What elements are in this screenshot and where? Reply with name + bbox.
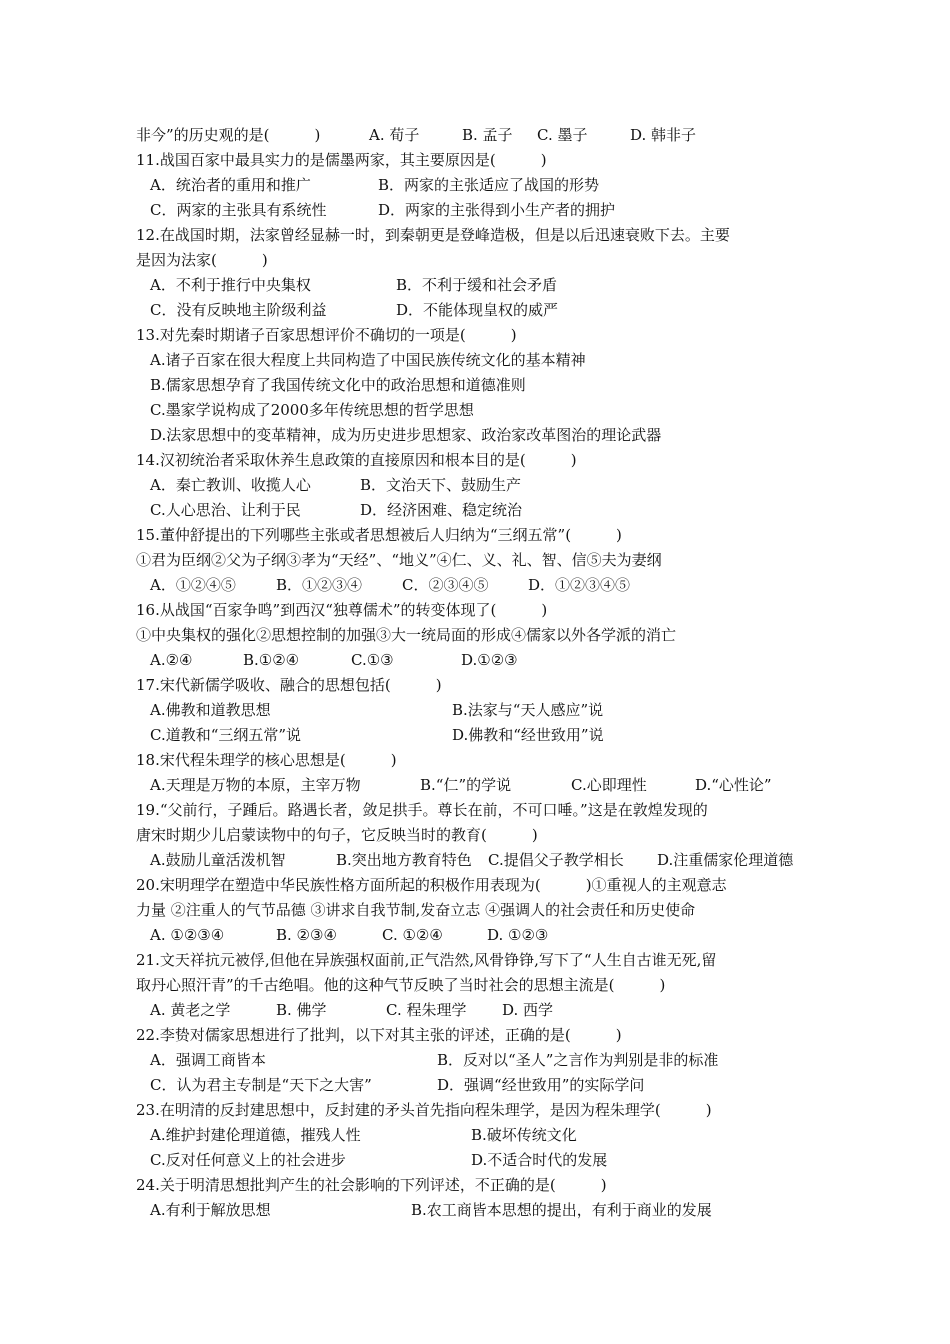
text-line: 11.战国百家中最具实力的是儒墨两家，其主要原因是( ) bbox=[136, 151, 547, 169]
text-line: C.墨家学说构成了2000多年传统思想的哲学思想 bbox=[150, 401, 474, 419]
text-line: 12.在战国时期，法家曾经显赫一时，到秦朝更是登峰造极，但是以后迅速衰败下去。主要 bbox=[136, 226, 730, 244]
text-line-segment: D．①②③④⑤ bbox=[528, 576, 631, 594]
text-line-segment: B.①②④ bbox=[243, 651, 300, 669]
text-line-segment: B．不利于缓和社会矛盾 bbox=[396, 276, 558, 294]
text-line-segment: C．两家的主张具有系统性 bbox=[150, 201, 327, 219]
text-line-segment: A.鼓励儿童活泼机智 bbox=[150, 851, 286, 869]
text-line-segment: C.①③ bbox=[351, 651, 394, 669]
text-line-segment: D.注重儒家伦理道德 bbox=[657, 851, 794, 869]
text-line-segment: B．①②③④ bbox=[276, 576, 363, 594]
text-line-segment: 非今”的历史观的是( ) bbox=[136, 126, 321, 144]
text-line: ①君为臣纲②父为子纲③孝为“天经”、“地义”④仁、义、礼、智、信⑤夫为妻纲 bbox=[136, 551, 662, 569]
text-line-segment: D.佛教和“经世致用”说 bbox=[452, 726, 604, 744]
text-line-segment: B. ②③④ bbox=[276, 926, 337, 944]
text-line-segment: A．秦亡教训、收揽人心 bbox=[150, 476, 311, 494]
text-line-segment: D．经济困难、稳定统治 bbox=[360, 501, 523, 519]
text-line: 24.关于明清思想批判产生的社会影响的下列评述，不正确的是( ) bbox=[136, 1176, 607, 1194]
text-line-segment: C. 程朱理学 bbox=[386, 1001, 467, 1019]
text-line-segment: A.天理是万物的本原，主宰万物 bbox=[150, 776, 361, 794]
text-line-segment: B.“仁”的学说 bbox=[420, 776, 512, 794]
text-line-segment: A.②④ bbox=[150, 651, 193, 669]
text-line: A.诸子百家在很大程度上共同构造了中国民族传统文化的基本精神 bbox=[150, 351, 586, 369]
text-line-segment: B．文治天下、鼓励生产 bbox=[360, 476, 522, 494]
text-line-segment: A.佛教和道教思想 bbox=[150, 701, 271, 719]
text-line: 17.宋代新儒学吸收、融合的思想包括( ) bbox=[136, 676, 442, 694]
text-line: ①中央集权的强化②思想控制的加强③大一统局面的形成④儒家以外各学派的消亡 bbox=[136, 626, 677, 644]
text-line: 15.董仲舒提出的下列哪些主张或者思想被后人归纳为“三纲五常”( ) bbox=[136, 526, 622, 544]
text-line-segment: C.道教和“三纲五常”说 bbox=[150, 726, 302, 744]
text-line: 取丹心照汗青”的千古绝唱。他的这种气节反映了当时社会的思想主流是( ) bbox=[136, 976, 666, 994]
text-line-segment: C．没有反映地主阶级利益 bbox=[150, 301, 327, 319]
text-line-segment: C.心即理性 bbox=[571, 776, 647, 794]
text-line-segment: A．统治者的重用和推广 bbox=[150, 176, 311, 194]
text-line-segment: B．两家的主张适应了战国的形势 bbox=[378, 176, 600, 194]
text-line: 13.对先秦时期诸子百家思想评价不确切的一项是( ) bbox=[136, 326, 517, 344]
text-line-segment: C．认为君主专制是“天下之大害” bbox=[150, 1076, 372, 1094]
text-line: 16.从战国“百家争鸣”到西汉“独尊儒术”的转变体现了( ) bbox=[136, 601, 548, 619]
text-line-segment: B．反对以“圣人”之言作为判别是非的标准 bbox=[437, 1051, 719, 1069]
text-line: 力量 ②注重人的气节品德 ③讲求自我节制,发奋立志 ④强调人的社会责任和历史使命 bbox=[136, 901, 696, 919]
text-line: D.法家思想中的变革精神，成为历史进步思想家、政治家改革图治的理论武器 bbox=[150, 426, 662, 444]
text-line: 是因为法家( ) bbox=[136, 251, 268, 269]
text-line-segment: D.不适合时代的发展 bbox=[471, 1151, 608, 1169]
text-line-segment: A. ①②③④ bbox=[150, 926, 225, 944]
text-line-segment: A.维护封建伦理道德，摧残人性 bbox=[150, 1126, 361, 1144]
text-line-segment: C．②③④⑤ bbox=[402, 576, 489, 594]
text-line-segment: C. 墨子 bbox=[537, 126, 588, 144]
text-line: 19.“父前行，子踵后。路遇长者，敛足拱手。尊长在前，不可口唾。”这是在敦煌发现的 bbox=[136, 801, 708, 819]
text-line-segment: B.农工商皆本思想的提出，有利于商业的发展 bbox=[411, 1201, 712, 1219]
text-line-segment: D．强调“经世致用”的实际学问 bbox=[437, 1076, 645, 1094]
text-line: B.儒家思想孕育了我国传统文化中的政治思想和道德准则 bbox=[150, 376, 526, 394]
text-line-segment: A．①②④⑤ bbox=[150, 576, 236, 594]
text-line-segment: C. ①②④ bbox=[382, 926, 443, 944]
text-line-segment: A．不利于推行中央集权 bbox=[150, 276, 311, 294]
text-line: 22.李贽对儒家思想进行了批判，以下对其主张的评述，正确的是( ) bbox=[136, 1026, 622, 1044]
text-line-segment: A．强调工商皆本 bbox=[150, 1051, 266, 1069]
text-line-segment: D. 韩非子 bbox=[630, 126, 697, 144]
text-line: 唐宋时期少儿启蒙读物中的句子，它反映当时的教育( ) bbox=[136, 826, 538, 844]
text-line: 23.在明清的反封建思想中，反封建的矛头首先指向程朱理学，是因为程朱理学( ) bbox=[136, 1101, 712, 1119]
text-line-segment: B.法家与“天人感应”说 bbox=[452, 701, 604, 719]
text-line-segment: D.“心性论” bbox=[695, 776, 772, 794]
text-line-segment: A. 荀子 bbox=[369, 126, 420, 144]
text-line-segment: C.提倡父子教学相长 bbox=[488, 851, 624, 869]
text-line: 20.宋明理学在塑造中华民族性格方面所起的积极作用表现为( )①重视人的主观意志 bbox=[136, 876, 727, 894]
text-line: 21.文天祥抗元被俘,但他在异族强权面前,正气浩然,风骨铮铮,写下了“人生自古谁无死,留 bbox=[136, 951, 717, 969]
text-line-segment: A. 黄老之学 bbox=[150, 1001, 231, 1019]
text-line-segment: D.①②③ bbox=[461, 651, 518, 669]
text-line-segment: B. 佛学 bbox=[276, 1001, 327, 1019]
text-line-segment: D．不能体现皇权的威严 bbox=[396, 301, 559, 319]
text-line-segment: B.破坏传统文化 bbox=[471, 1126, 577, 1144]
text-line-segment: C.反对任何意义上的社会进步 bbox=[150, 1151, 346, 1169]
text-line-segment: D. 西学 bbox=[502, 1001, 554, 1019]
text-line-segment: D．两家的主张得到小生产者的拥护 bbox=[378, 201, 616, 219]
text-line-segment: C.人心思治、让利于民 bbox=[150, 501, 301, 519]
text-line-segment: D. ①②③ bbox=[487, 926, 549, 944]
text-line: 14.汉初统治者采取休养生息政策的直接原因和根本目的是( ) bbox=[136, 451, 577, 469]
text-line: 18.宋代程朱理学的核心思想是( ) bbox=[136, 751, 397, 769]
text-line-segment: B. 孟子 bbox=[462, 126, 513, 144]
text-line-segment: B.突出地方教育特色 bbox=[336, 851, 472, 869]
text-line-segment: A.有利于解放思想 bbox=[150, 1201, 271, 1219]
